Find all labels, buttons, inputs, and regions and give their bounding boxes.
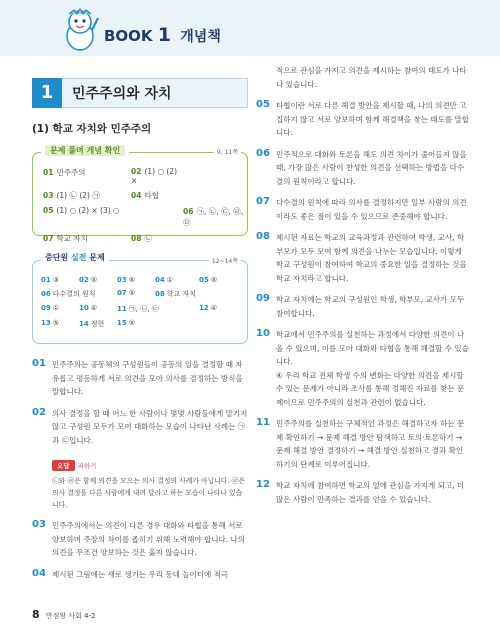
explanation-item: 05 타협이란 서로 다른 해결 방안을 제시할 때, 나의 의견만 고집하지 않고 서로 양보하며 함께 해결책을 찾는 태도를 말합니다. (256, 99, 469, 137)
page-footer (32, 608, 96, 621)
midunit-page-ref: 12~14쪽 (209, 256, 241, 265)
explanation-item: 01 민주주의는 공동체의 구성원들이 공동의 일을 결정할 때 자유롭고 평등하게 서로 의견을 모아 의사를 결정하는 방식을 말합니다. (32, 358, 243, 396)
explanation-item: 02 의사 결정을 할 때 어느 한 사람이나 몇몇 사람들에게 맡기지 않고 구성원 모두가 모여 대화하는 모습이 나타난 사례는 ㉠과 ㉢입니다. (32, 406, 248, 445)
explanation-item: 07 다수결의 원칙에 따라 의사를 결정하지만 일부 사람의 의견이라도 좋은 점이 있을 수 있으므로 존중해야 합니다. (256, 196, 467, 221)
midunit-answer: 08 학교 자치 (155, 290, 197, 298)
explanation-item: 08 제시된 자료는 학교의 교육과정과 관련하여 학생, 교사, 학부모가 모두 모여 함께 의견을 나누는 모습입니다. 이렇게 학교 구성원이 참여하여 학교의 중요한 일을 결정하는 것을 학교 자치라고 합니다. (256, 231, 467, 283)
wrong-answer-note (52, 453, 248, 511)
explanation-continuation: 적으로 관심을 가지고 의견을 제시하는 참여의 태도가 나타나 있습니다. (276, 66, 467, 89)
explanation-item: 09 학교 자치에는 학교의 구성원인 학생, 학부모, 교사가 모두 참여합니다. (256, 293, 465, 318)
chapter-number: 1 (32, 78, 62, 108)
midunit-answer: 06 다수결의 원칙 (41, 290, 96, 298)
concept-check-grid (43, 167, 244, 244)
midunit-answer: 05 ⑤ (199, 276, 218, 284)
concept-answer: 02 (1) ○ (2) × (131, 167, 177, 185)
concept-answer: 07 학교 자치 (43, 234, 88, 243)
concept-answer: 01 민주주의 (43, 168, 86, 177)
concept-check-page-ref: 9, 11쪽 (214, 147, 241, 156)
midunit-answer: 01 ③ (41, 276, 60, 284)
wrong-answer-text: ㉡와 ㉣은 함께 의견을 모으는 의사 결정의 사례가 아닙니다. ㉣은 의사 결정을 다른 사람에게 내려 달라고 하는 모습이 나타나 있습니다. (52, 477, 246, 509)
book-name: 만점왕 사회 4-2 (45, 612, 96, 620)
book-label: BOOK (104, 27, 153, 45)
midunit-answer: 09 ① (41, 304, 60, 312)
section-title: (1) 학교 자치와 민주주의 (32, 123, 152, 135)
right-column (256, 64, 470, 506)
midunit-answer: 10 ④ (79, 304, 98, 312)
book-subtitle: 개념책 (180, 29, 221, 45)
concept-answer-empty (183, 167, 245, 185)
explanation-item: 12 학교 자치에 참여하면 학교의 일에 관심을 가지게 되고, 더 많은 사람이 만족하는 결과를 얻을 수 있습니다. (256, 479, 465, 504)
concept-answer: 06 ㉠, ㉡, ㉢, ㉣, ㉤ (183, 207, 244, 227)
midunit-answer: 07 ⑤ (117, 289, 136, 297)
concept-check-title: 문제 풀며 개념 확인 (41, 145, 129, 156)
explanation-item: 10 학교에서 민주주의를 실천하는 과정에서 다양한 의견이 나올 수 있으며, 이를 모아 대화와 타협을 통해 해결할 수 있습니다. (256, 328, 469, 366)
midunit-box (32, 253, 248, 344)
midunit-answer: 12 ④ (199, 304, 218, 312)
midunit-answer: 04 ① (155, 276, 174, 284)
midunit-answer: 02 ⑤ (79, 276, 98, 284)
explanation-item: 06 민주적으로 대화와 토론을 해도 의견 차이가 줄어들지 않을 때, 가장 많은 사람이 찬성한 의견을 선택하는 방법을 다수결의 원칙이라고 합니다. (256, 147, 467, 186)
midunit-answer: 15 ⑤ (117, 319, 136, 327)
concept-answer: 03 (1) ㉡ (2) ㉠ (43, 191, 100, 200)
page-number: 8 (32, 608, 40, 621)
explanation-item: 03 민주주의에서는 의견이 다른 경우 대화와 타협을 통해 서로 양보하며 주장의 차이를 좁히기 위해 노력해야 합니다. 나의 의견을 무조건 양보하는 것은 옳지 않습니다. (32, 519, 245, 557)
midunit-answer: 13 ⑤ (41, 319, 60, 327)
header-band (0, 0, 500, 56)
concept-answer-empty (131, 206, 183, 228)
left-column (32, 78, 248, 581)
explanation-note: ④ 우리 학교 전체 학생 수의 변화는 다양한 의견을 제시할 수 있는 문제가 아니라 조사를 통해 정해진 자료를 찾는 문제이므로 민주주의의 실천과 관련이 없습니다. (276, 370, 465, 407)
midunit-title: 중단원 실전 문제 (41, 252, 109, 263)
explanation-item: 04 제시된 그림에는 새로 생기는 우리 동네 놀이터에 적극 (32, 567, 229, 579)
book-title (104, 24, 221, 46)
wrong-answer-badge: 오답 (52, 460, 75, 471)
explanation-item: 11 민주주의를 실천하는 구체적인 과정은 해결하고자 하는 문제 확인하기 → 문제 해결 방안 탐색하고 토의·토론하기 → 문제 해결 방안 결정하기 → 해결 방안 실천하고 결과 확인하기의 단계로 이루어집니다. (256, 417, 465, 469)
concept-check-box (32, 146, 248, 243)
midunit-answer: 11 ㉠, ㉡, ㉢ (117, 305, 159, 313)
mascot-icon (60, 6, 100, 52)
concept-answer-empty (183, 233, 245, 244)
chapter-heading (32, 78, 248, 108)
book-number: 1 (157, 24, 172, 46)
concept-answer: 08 ㉡ (131, 234, 152, 243)
midunit-grid (41, 276, 241, 329)
midunit-answer: 03 ⑤ (117, 276, 136, 284)
wrong-answer-badge-sub: 피하기 (77, 462, 97, 470)
chapter-title: 민주주의와 자치 (72, 86, 172, 102)
concept-answer: 04 타협 (131, 191, 159, 200)
concept-answer-empty (183, 190, 245, 201)
concept-answer: 05 (1) ○ (2) × (3) ○ (43, 206, 120, 215)
midunit-answer: 14 정현 (79, 320, 105, 328)
